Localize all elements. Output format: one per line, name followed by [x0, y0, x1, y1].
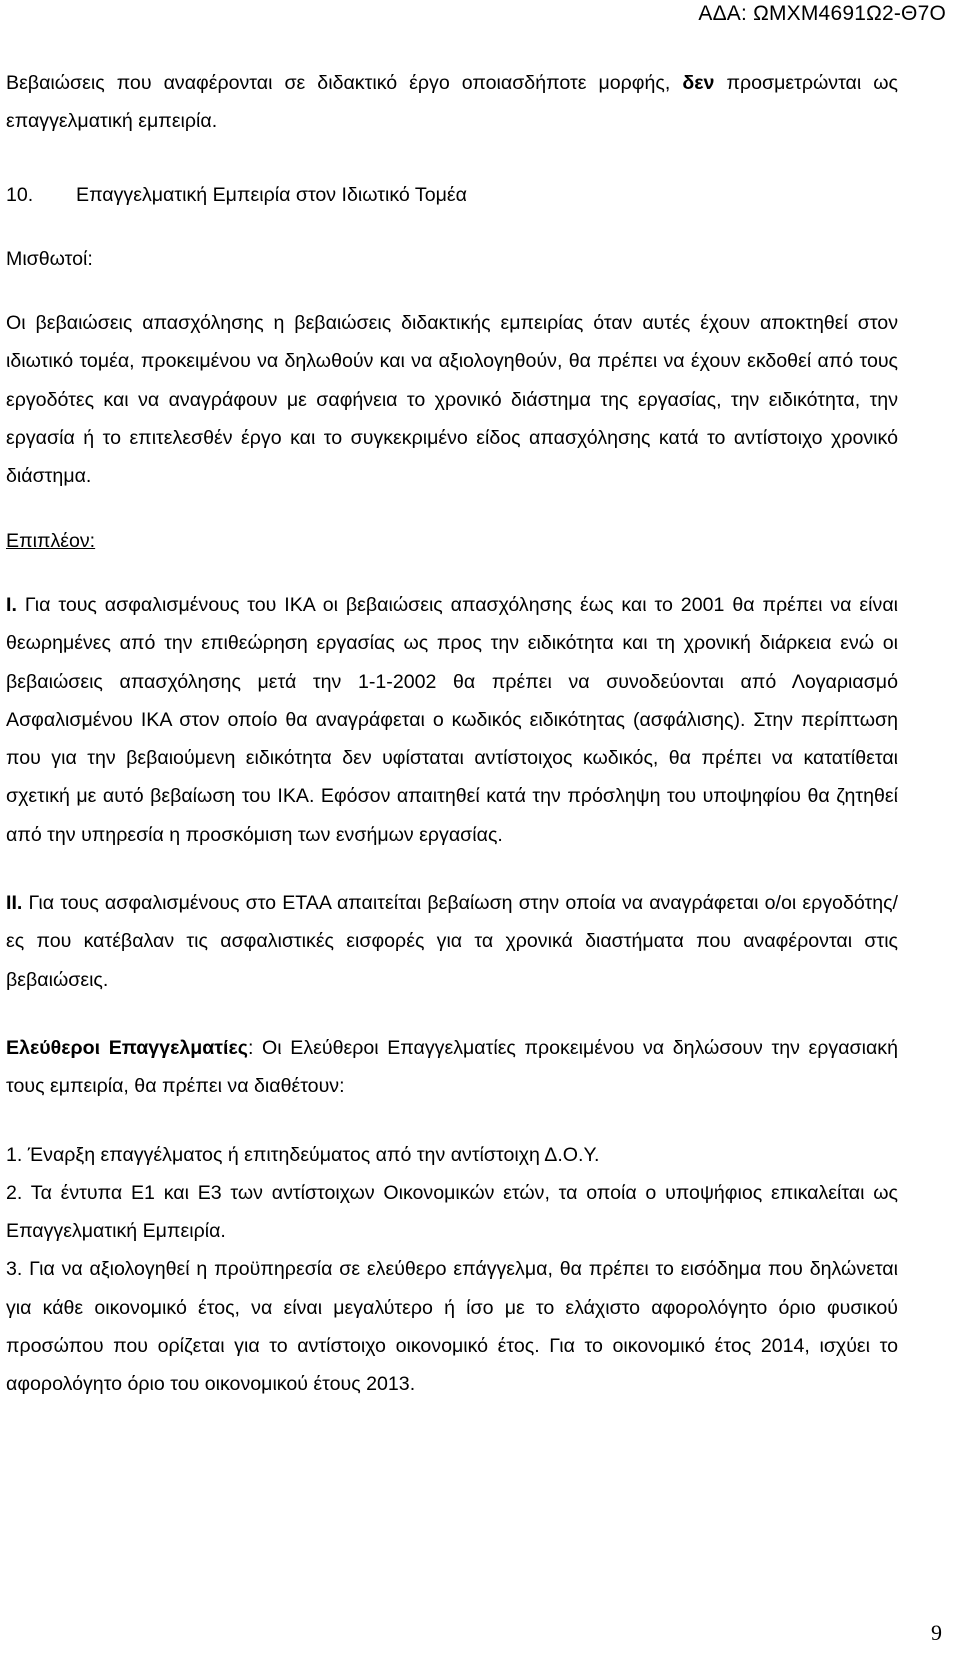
section-heading [6, 176, 898, 214]
list-item: 1. Έναρξη επαγγέλματος ή επιτηδεύματος από την αντίστοιχη Δ.Ο.Υ. [6, 1143, 600, 1166]
employees-paragraph: Οι βεβαιώσεις απασχόλησης η βεβαιώσεις διδακτικής εμπειρίας όταν αυτές έχουν αποκτηθεί στον ιδιωτικό τομέα, προκειμένου να δηλωθούν και να αξιολογηθούν, θα πρέπει να έχουν εκδοθεί από τους εργοδότες και να αναγράφουν με σαφήνεια το χρονικό διάστημα της εργασίας, την ειδικότητα, την εργασία ή το επιτελεσθέν έργο και το συγκεκριμένο είδος απασχόλησης κατά το αντίστοιχο χρονικό διάστημα. [6, 312, 898, 488]
item-2-text: Για τους ασφαλισμένους στο ΕΤΑΑ απαιτείται βεβαίωση στην οποία να αναγράφεται ο/οι εργοδότης/ες που κατέβαλαν τις ασφαλιστικές εισφορές για τα χρονικά διαστήματα που αναφέρονται στις βεβαιώσεις. [6, 892, 898, 991]
item-1-marker: I. [6, 593, 17, 616]
freelancers-paragraph [6, 1029, 898, 1106]
intro-text-before: Βεβαιώσεις που αναφέρονται σε διδακτικό έργο οποιασδήποτε μορφής, [6, 72, 671, 94]
freelancers-label: Ελεύθεροι Επαγγελματίες [6, 1036, 248, 1059]
intro-paragraph [6, 64, 898, 141]
section-title: Επαγγελματική Εμπειρία στον Ιδιωτικό Τομέα [76, 183, 467, 206]
requirements-list [6, 1136, 898, 1404]
section-number: 10. [6, 183, 34, 206]
item-2-marker: II. [6, 892, 23, 915]
employees-label: Μισθωτοί: [6, 247, 93, 270]
item-1-paragraph [6, 586, 898, 854]
item-2-paragraph [6, 884, 898, 999]
intro-bold-word: δεν [682, 72, 715, 94]
freelancers-text: : Οι Ελεύθεροι Επαγγελματίες προκειμένου να δηλώσουν την εργασιακή τους εμπειρία, θα πρέπει να διαθέτουν: [6, 1036, 898, 1098]
ada-code: ΑΔΑ: ΩΜΧΜ4691Ω2-Θ7Ο [698, 2, 946, 25]
list-item: 3. Για να αξιολογηθεί η προϋπηρεσία σε ελεύθερο επάγγελμα, θα πρέπει το εισόδημα που δηλώνεται για κάθε οικονομικό έτος, να είναι μεγαλύτερο ή ίσο με το ελάχιστο αφορολόγητο όριο φυσικού προσώπου που ορίζεται για το αντίστοιχο οικονομικό έτος. Για το οικονομικό έτος 2014, ισχύει το αφορολόγητο όριο του οικονομικού έτους 2013. [6, 1258, 898, 1396]
document-body [6, 64, 898, 1404]
item-1-text: Για τους ασφαλισμένους του ΙΚΑ οι βεβαιώσεις απασχόλησης έως και το 2001 θα πρέπει να είναι θεωρημένες από την επιθεώρηση εργασίας ως προς την ειδικότητα και τη χρονική διάρκεια ενώ οι βεβαιώσεις απασχόλησης μετά την 1-1-2002 θα πρέπει να συνοδεύονται από Λογαριασμό Ασφαλισμένου ΙΚΑ στον οποίο θα αναγράφεται ο κωδικός ειδικότητας (ασφάλισης). Στην περίπτωση που για την βεβαιούμενη ειδικότητα δεν υφίσταται αντίστοιχος κωδικός, θα πρέπει να κατατίθεται σχετική με αυτό βεβαίωση του ΙΚΑ. Εφόσον απαιτηθεί κατά την πρόσληψη του υποψηφίου θα ζητηθεί από την υπηρεσία η προσκόμιση των ενσήμων εργασίας. [6, 593, 898, 846]
intro-text-after: προσμετρώνται ως επαγγελματική εμπειρία. [6, 72, 898, 133]
page-number: 9 [931, 1620, 942, 1645]
additionally-label: Επιπλέον: [6, 529, 96, 552]
list-item: 2. Τα έντυπα Ε1 και Ε3 των αντίστοιχων Οικονομικών ετών, τα οποία ο υποψήφιος επικαλείται ως Επαγγελματική Εμπειρία. [6, 1181, 898, 1243]
